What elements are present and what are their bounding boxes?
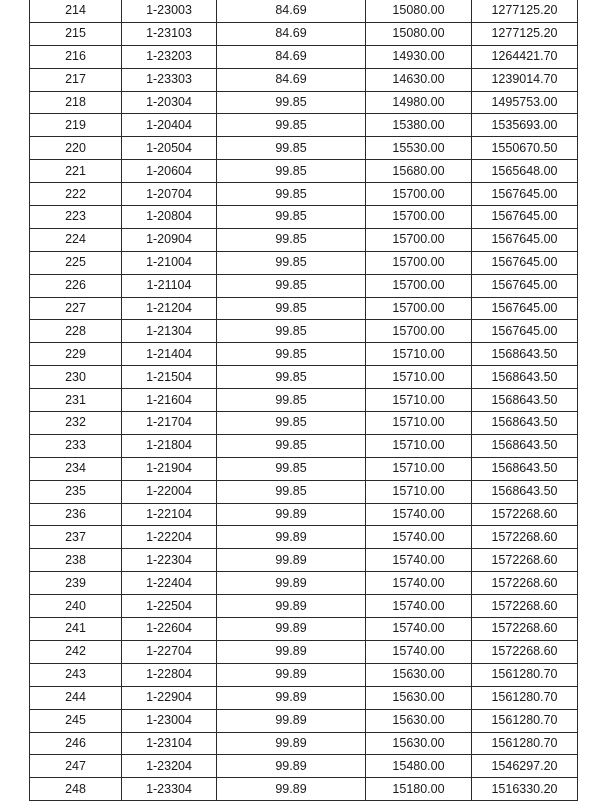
table-row — [30, 297, 578, 320]
row-number-cell: 227 — [30, 297, 122, 320]
table-row — [30, 366, 578, 389]
total-price-cell: 1277125.20 — [472, 0, 578, 22]
row-number-cell: 226 — [30, 274, 122, 297]
room-number-cell: 1-21404 — [122, 343, 217, 366]
total-price-cell: 1567645.00 — [472, 297, 578, 320]
area-cell: 99.85 — [217, 480, 366, 503]
area-cell: 99.85 — [217, 343, 366, 366]
room-number-cell: 1-22104 — [122, 503, 217, 526]
unit-price-cell: 15080.00 — [366, 22, 472, 45]
room-number-cell: 1-22404 — [122, 572, 217, 595]
unit-price-cell: 15740.00 — [366, 526, 472, 549]
unit-price-cell: 15480.00 — [366, 755, 472, 778]
room-number-cell: 1-21504 — [122, 366, 217, 389]
unit-price-cell: 15740.00 — [366, 640, 472, 663]
table-row — [30, 732, 578, 755]
room-number-cell: 1-22004 — [122, 480, 217, 503]
unit-price-cell: 15700.00 — [366, 274, 472, 297]
row-number-cell: 224 — [30, 228, 122, 251]
row-number-cell: 243 — [30, 663, 122, 686]
area-cell: 99.89 — [217, 686, 366, 709]
area-cell: 99.89 — [217, 709, 366, 732]
table-row — [30, 343, 578, 366]
total-price-cell: 1546297.20 — [472, 755, 578, 778]
total-price-cell: 1277125.20 — [472, 22, 578, 45]
unit-price-cell: 15740.00 — [366, 549, 472, 572]
area-cell: 99.85 — [217, 297, 366, 320]
area-cell: 99.85 — [217, 389, 366, 412]
table-row — [30, 22, 578, 45]
total-price-cell: 1567645.00 — [472, 228, 578, 251]
total-price-cell: 1567645.00 — [472, 183, 578, 206]
table-row — [30, 137, 578, 160]
total-price-cell: 1572268.60 — [472, 503, 578, 526]
row-number-cell: 240 — [30, 595, 122, 618]
room-number-cell: 1-20804 — [122, 206, 217, 229]
row-number-cell: 247 — [30, 755, 122, 778]
table-row — [30, 68, 578, 91]
unit-price-cell: 15740.00 — [366, 503, 472, 526]
table-row — [30, 160, 578, 183]
row-number-cell: 236 — [30, 503, 122, 526]
row-number-cell: 214 — [30, 0, 122, 22]
room-number-cell: 1-22304 — [122, 549, 217, 572]
total-price-cell: 1572268.60 — [472, 595, 578, 618]
unit-price-cell: 15700.00 — [366, 297, 472, 320]
table-row — [30, 549, 578, 572]
table-row — [30, 389, 578, 412]
unit-price-cell: 15700.00 — [366, 183, 472, 206]
row-number-cell: 244 — [30, 686, 122, 709]
unit-price-cell: 14930.00 — [366, 45, 472, 68]
room-number-cell: 1-21004 — [122, 251, 217, 274]
total-price-cell: 1567645.00 — [472, 274, 578, 297]
row-number-cell: 217 — [30, 68, 122, 91]
table-row — [30, 480, 578, 503]
unit-price-cell: 15530.00 — [366, 137, 472, 160]
room-number-cell: 1-20904 — [122, 228, 217, 251]
row-number-cell: 215 — [30, 22, 122, 45]
row-number-cell: 242 — [30, 640, 122, 663]
area-cell: 99.89 — [217, 526, 366, 549]
total-price-cell: 1516330.20 — [472, 778, 578, 801]
table-row — [30, 755, 578, 778]
total-price-cell: 1568643.50 — [472, 480, 578, 503]
room-number-cell: 1-23004 — [122, 709, 217, 732]
room-number-cell: 1-22804 — [122, 663, 217, 686]
unit-price-cell: 15740.00 — [366, 618, 472, 641]
area-cell: 99.89 — [217, 503, 366, 526]
area-cell: 99.85 — [217, 274, 366, 297]
unit-price-cell: 15080.00 — [366, 0, 472, 22]
unit-price-cell: 15180.00 — [366, 778, 472, 801]
area-cell: 99.89 — [217, 618, 366, 641]
row-number-cell: 246 — [30, 732, 122, 755]
unit-price-cell: 15710.00 — [366, 457, 472, 480]
unit-price-cell: 15630.00 — [366, 732, 472, 755]
total-price-cell: 1565648.00 — [472, 160, 578, 183]
table-row — [30, 228, 578, 251]
row-number-cell: 235 — [30, 480, 122, 503]
room-number-cell: 1-22704 — [122, 640, 217, 663]
total-price-cell: 1568643.50 — [472, 457, 578, 480]
table-row — [30, 709, 578, 732]
total-price-cell: 1567645.00 — [472, 251, 578, 274]
table-row — [30, 640, 578, 663]
unit-price-cell: 15740.00 — [366, 572, 472, 595]
table-row — [30, 457, 578, 480]
unit-price-cell: 14630.00 — [366, 68, 472, 91]
row-number-cell: 221 — [30, 160, 122, 183]
table-row — [30, 274, 578, 297]
room-number-cell: 1-20304 — [122, 91, 217, 114]
area-cell: 99.85 — [217, 457, 366, 480]
total-price-cell: 1561280.70 — [472, 732, 578, 755]
area-cell: 99.89 — [217, 549, 366, 572]
area-cell: 99.89 — [217, 755, 366, 778]
document-page — [29, 0, 577, 797]
row-number-cell: 222 — [30, 183, 122, 206]
row-number-cell: 216 — [30, 45, 122, 68]
area-cell: 99.89 — [217, 663, 366, 686]
area-cell: 99.89 — [217, 572, 366, 595]
row-number-cell: 234 — [30, 457, 122, 480]
table-row — [30, 526, 578, 549]
table-row — [30, 0, 578, 22]
unit-price-cell: 15710.00 — [366, 480, 472, 503]
table-row — [30, 206, 578, 229]
row-number-cell: 232 — [30, 412, 122, 435]
row-number-cell: 220 — [30, 137, 122, 160]
row-number-cell: 229 — [30, 343, 122, 366]
area-cell: 99.85 — [217, 91, 366, 114]
row-number-cell: 223 — [30, 206, 122, 229]
unit-price-cell: 14980.00 — [366, 91, 472, 114]
total-price-cell: 1567645.00 — [472, 320, 578, 343]
unit-price-cell: 15630.00 — [366, 663, 472, 686]
row-number-cell: 228 — [30, 320, 122, 343]
row-number-cell: 245 — [30, 709, 122, 732]
unit-price-cell: 15700.00 — [366, 320, 472, 343]
table-row — [30, 663, 578, 686]
total-price-cell: 1561280.70 — [472, 663, 578, 686]
row-number-cell: 241 — [30, 618, 122, 641]
area-cell: 99.85 — [217, 228, 366, 251]
room-number-cell: 1-21304 — [122, 320, 217, 343]
room-number-cell: 1-21604 — [122, 389, 217, 412]
total-price-cell: 1572268.60 — [472, 640, 578, 663]
area-cell: 99.85 — [217, 251, 366, 274]
area-cell: 99.85 — [217, 412, 366, 435]
area-cell: 84.69 — [217, 0, 366, 22]
total-price-cell: 1567645.00 — [472, 206, 578, 229]
unit-price-cell: 15700.00 — [366, 206, 472, 229]
total-price-cell: 1239014.70 — [472, 68, 578, 91]
room-number-cell: 1-21804 — [122, 434, 217, 457]
total-price-cell: 1568643.50 — [472, 412, 578, 435]
total-price-cell: 1568643.50 — [472, 434, 578, 457]
unit-price-cell: 15740.00 — [366, 595, 472, 618]
room-number-cell: 1-21904 — [122, 457, 217, 480]
area-cell: 99.89 — [217, 732, 366, 755]
unit-price-cell: 15710.00 — [366, 343, 472, 366]
table-body — [30, 0, 578, 801]
table-row — [30, 686, 578, 709]
table-row — [30, 91, 578, 114]
area-cell: 99.89 — [217, 640, 366, 663]
table-row — [30, 595, 578, 618]
table-row — [30, 183, 578, 206]
total-price-cell: 1561280.70 — [472, 686, 578, 709]
table-row — [30, 618, 578, 641]
room-number-cell: 1-23303 — [122, 68, 217, 91]
row-number-cell: 231 — [30, 389, 122, 412]
unit-price-cell: 15680.00 — [366, 160, 472, 183]
table-row — [30, 412, 578, 435]
row-number-cell: 248 — [30, 778, 122, 801]
area-cell: 84.69 — [217, 45, 366, 68]
row-number-cell: 233 — [30, 434, 122, 457]
price-table — [29, 0, 578, 801]
total-price-cell: 1572268.60 — [472, 549, 578, 572]
total-price-cell: 1561280.70 — [472, 709, 578, 732]
room-number-cell: 1-20704 — [122, 183, 217, 206]
total-price-cell: 1550670.50 — [472, 137, 578, 160]
unit-price-cell: 15700.00 — [366, 228, 472, 251]
table-row — [30, 114, 578, 137]
area-cell: 99.85 — [217, 434, 366, 457]
area-cell: 99.85 — [217, 320, 366, 343]
total-price-cell: 1495753.00 — [472, 91, 578, 114]
room-number-cell: 1-20504 — [122, 137, 217, 160]
total-price-cell: 1568643.50 — [472, 366, 578, 389]
area-cell: 99.85 — [217, 206, 366, 229]
room-number-cell: 1-23104 — [122, 732, 217, 755]
area-cell: 99.85 — [217, 183, 366, 206]
row-number-cell: 237 — [30, 526, 122, 549]
table-row — [30, 503, 578, 526]
room-number-cell: 1-20404 — [122, 114, 217, 137]
unit-price-cell: 15380.00 — [366, 114, 472, 137]
table-row — [30, 45, 578, 68]
area-cell: 99.85 — [217, 160, 366, 183]
total-price-cell: 1572268.60 — [472, 526, 578, 549]
area-cell: 84.69 — [217, 22, 366, 45]
total-price-cell: 1568643.50 — [472, 389, 578, 412]
room-number-cell: 1-21704 — [122, 412, 217, 435]
row-number-cell: 230 — [30, 366, 122, 389]
room-number-cell: 1-21204 — [122, 297, 217, 320]
unit-price-cell: 15710.00 — [366, 389, 472, 412]
unit-price-cell: 15710.00 — [366, 366, 472, 389]
row-number-cell: 238 — [30, 549, 122, 572]
room-number-cell: 1-22904 — [122, 686, 217, 709]
room-number-cell: 1-23203 — [122, 45, 217, 68]
table-row — [30, 434, 578, 457]
room-number-cell: 1-23204 — [122, 755, 217, 778]
table-row — [30, 778, 578, 801]
table-row — [30, 320, 578, 343]
unit-price-cell: 15710.00 — [366, 412, 472, 435]
room-number-cell: 1-22504 — [122, 595, 217, 618]
table-row — [30, 572, 578, 595]
total-price-cell: 1535693.00 — [472, 114, 578, 137]
row-number-cell: 218 — [30, 91, 122, 114]
room-number-cell: 1-23003 — [122, 0, 217, 22]
unit-price-cell: 15630.00 — [366, 709, 472, 732]
total-price-cell: 1572268.60 — [472, 618, 578, 641]
room-number-cell: 1-23103 — [122, 22, 217, 45]
room-number-cell: 1-20604 — [122, 160, 217, 183]
row-number-cell: 225 — [30, 251, 122, 274]
total-price-cell: 1264421.70 — [472, 45, 578, 68]
room-number-cell: 1-22204 — [122, 526, 217, 549]
unit-price-cell: 15630.00 — [366, 686, 472, 709]
area-cell: 99.89 — [217, 778, 366, 801]
area-cell: 84.69 — [217, 68, 366, 91]
area-cell: 99.85 — [217, 114, 366, 137]
area-cell: 99.89 — [217, 595, 366, 618]
room-number-cell: 1-22604 — [122, 618, 217, 641]
row-number-cell: 219 — [30, 114, 122, 137]
room-number-cell: 1-21104 — [122, 274, 217, 297]
area-cell: 99.85 — [217, 366, 366, 389]
row-number-cell: 239 — [30, 572, 122, 595]
total-price-cell: 1572268.60 — [472, 572, 578, 595]
area-cell: 99.85 — [217, 137, 366, 160]
total-price-cell: 1568643.50 — [472, 343, 578, 366]
unit-price-cell: 15700.00 — [366, 251, 472, 274]
unit-price-cell: 15710.00 — [366, 434, 472, 457]
room-number-cell: 1-23304 — [122, 778, 217, 801]
table-row — [30, 251, 578, 274]
